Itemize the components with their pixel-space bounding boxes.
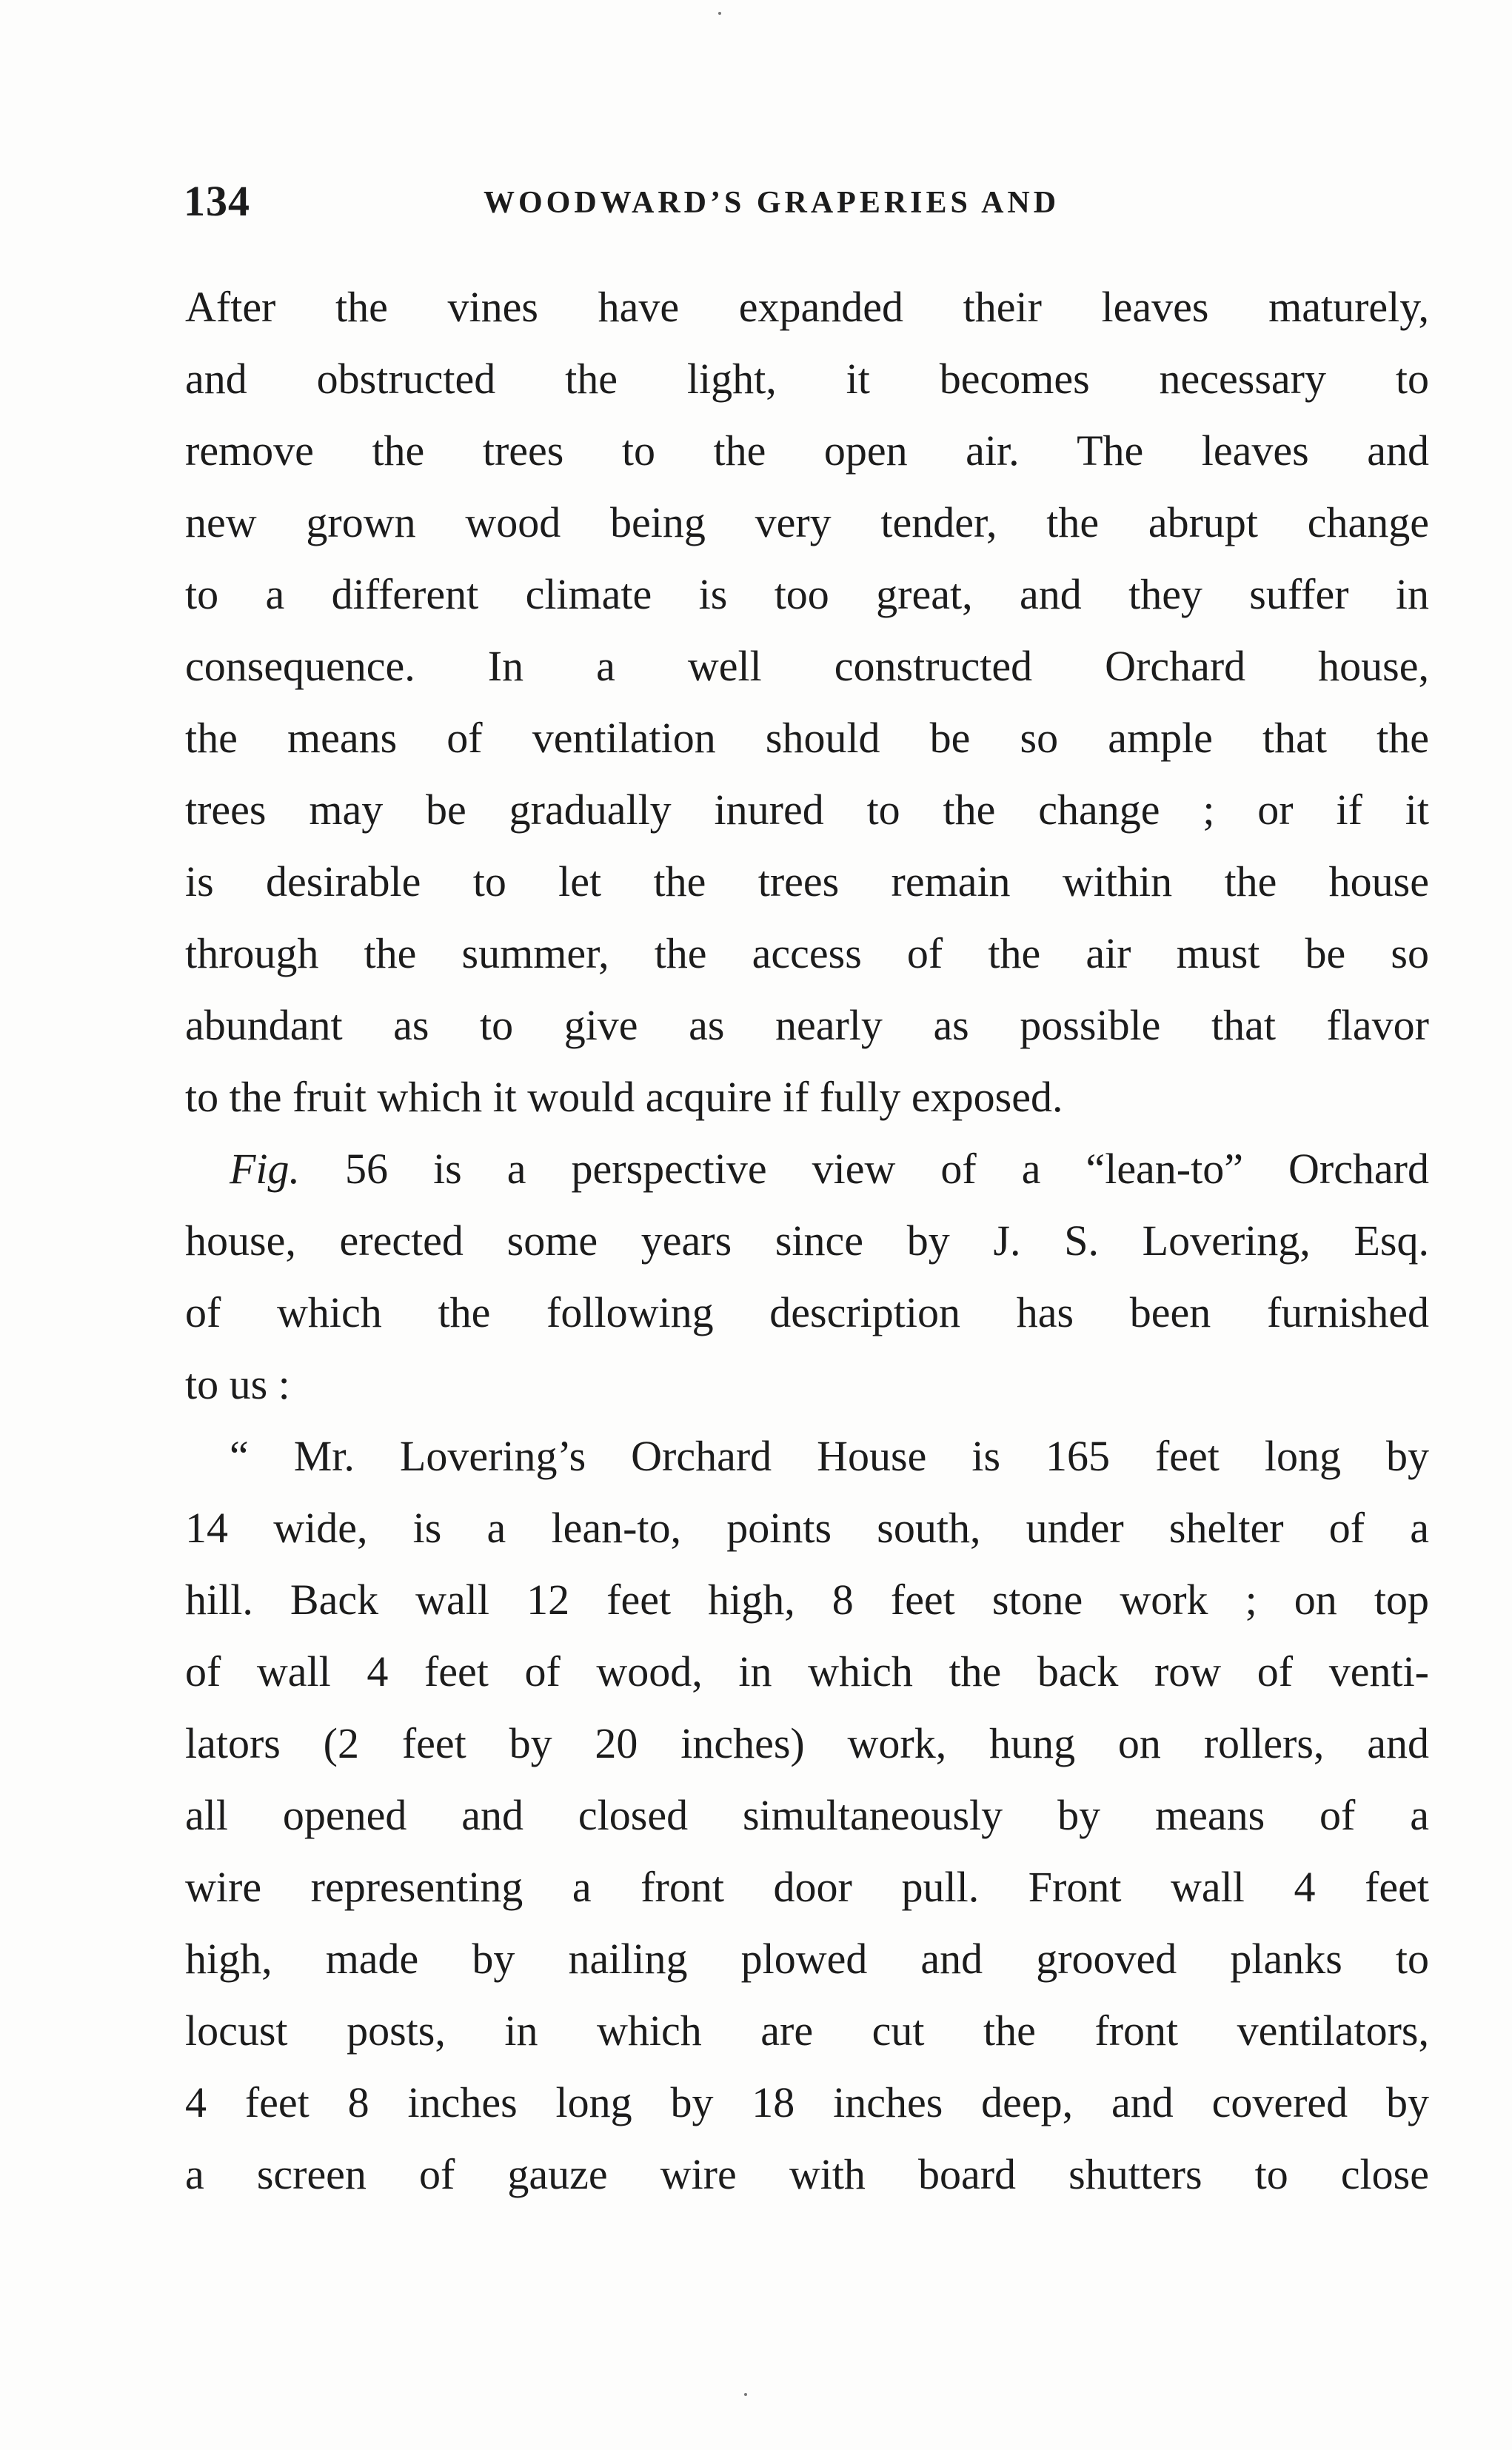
paragraph-2 bbox=[185, 1133, 1429, 1420]
figure-reference: Fig. bbox=[230, 1145, 301, 1193]
text-line: hill. Back wall 12 feet high, 8 feet stone work ; on top bbox=[185, 1576, 1429, 1624]
paper-speck bbox=[744, 2393, 747, 2396]
text-line: through the summer, the access of the air must be so bbox=[185, 929, 1429, 977]
text-line: 14 wide, is a lean-to, points south, under shelter of a bbox=[185, 1504, 1429, 1552]
text-line: a screen of gauze wire with board shutters to close bbox=[185, 2150, 1429, 2198]
paragraph-1 bbox=[185, 271, 1429, 1133]
text-line: to us : bbox=[185, 1360, 290, 1408]
text-line: of which the following description has been furnished bbox=[185, 1288, 1429, 1336]
page-number: 134 bbox=[184, 177, 250, 225]
text-line: the means of ventilation should be so ample that the bbox=[185, 714, 1429, 762]
paper-speck bbox=[718, 12, 721, 15]
text-line: “ Mr. Lovering’s Orchard House is 165 feet long by bbox=[230, 1432, 1429, 1480]
text-line: and obstructed the light, it becomes necessary to bbox=[185, 355, 1429, 403]
text-line: consequence. In a well constructed Orchard house, bbox=[185, 642, 1429, 690]
paragraph-3 bbox=[185, 1420, 1429, 2210]
text-line: to a different climate is too great, and they suffer in bbox=[185, 570, 1429, 618]
text-line: trees may be gradually inured to the change ; or if it bbox=[185, 786, 1429, 834]
text-line: to the fruit which it would acquire if fully exposed. bbox=[185, 1073, 1063, 1121]
text-line: wire representing a front door pull. Front wall 4 feet bbox=[185, 1863, 1429, 1911]
text-line: house, erected some years since by J. S. Lovering, Esq. bbox=[185, 1216, 1429, 1265]
body-text bbox=[185, 271, 1429, 2210]
text-line bbox=[185, 1133, 1429, 1205]
text-line: of wall 4 feet of wood, in which the back row of venti- bbox=[185, 1647, 1429, 1696]
text-line: high, made by nailing plowed and grooved planks to bbox=[185, 1935, 1429, 1983]
running-title: WOODWARD’S GRAPERIES AND bbox=[484, 186, 1060, 220]
text-line: remove the trees to the open air. The leaves and bbox=[185, 426, 1429, 475]
text-line: locust posts, in which are cut the front ventilators, bbox=[185, 2006, 1429, 2055]
text-line: abundant as to give as nearly as possible that flavor bbox=[185, 1001, 1429, 1049]
text-line: 4 feet 8 inches long by 18 inches deep, and covered by bbox=[185, 2078, 1429, 2126]
text-fragment: 56 is a perspective view of a “lean-to” Orchard bbox=[300, 1145, 1429, 1193]
text-line: lators (2 feet by 20 inches) work, hung on rollers, and bbox=[185, 1719, 1429, 1767]
text-line: After the vines have expanded their leaves maturely, bbox=[185, 283, 1429, 331]
running-head bbox=[184, 176, 1442, 228]
text-line: is desirable to let the trees remain within the house bbox=[185, 857, 1429, 906]
text-line: new grown wood being very tender, the abrupt change bbox=[185, 498, 1429, 546]
text-line: all opened and closed simultaneously by means of a bbox=[185, 1791, 1429, 1839]
